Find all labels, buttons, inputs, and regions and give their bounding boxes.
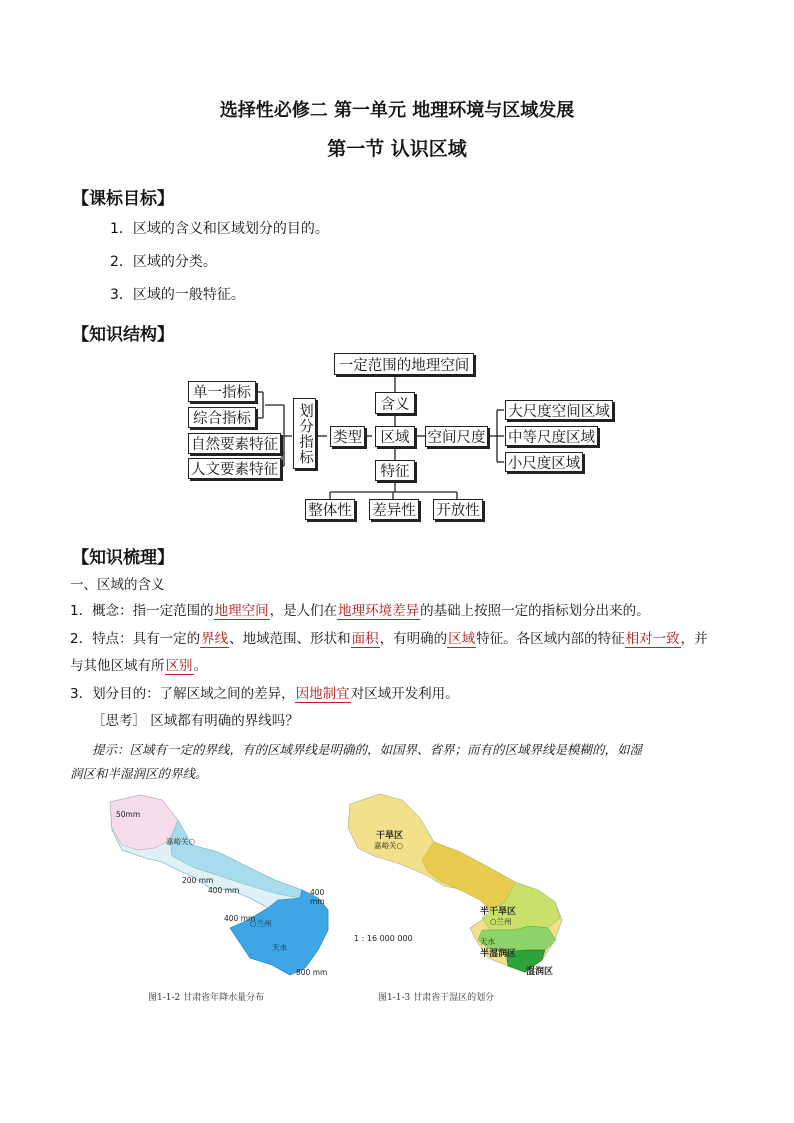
map2-label-tianshui: 天水 [480,937,495,946]
fill-blank: 相对一致 [625,631,680,647]
text: 1．概念：指一定范围的 [70,603,214,619]
text: ，是人们在 [269,603,338,619]
hint-line-2: 润区和半湿润区的界线。 [70,766,208,781]
map2-label-semihumid: 半湿润区 [480,949,517,959]
box-space-scale: 空间尺度 [425,426,488,447]
map1-label: 50mm [116,810,141,819]
map2-caption: 图1-1-3 甘肃省干湿区的划分 [378,993,495,1003]
map1-caption: 图1-1-2 甘肃省年降水量分布 [148,993,265,1003]
text: 特征。各区域内部的特征 [476,631,625,647]
box-difference: 差异性 [369,499,419,520]
map1-label: 嘉峪关○ [166,837,196,846]
fill-blank: 区别 [165,658,193,674]
text: 。 [193,658,207,674]
box-meaning: 含义 [375,392,415,414]
map1-label: 200 mm [182,876,214,885]
fill-blank: 地理环境差异 [338,603,420,619]
map2-label-lanzhou: ○兰州 [490,917,512,926]
text: ，并 [680,631,708,647]
map-dry-wet-regions [330,790,590,1010]
box-composite-index: 综合指标 [188,407,256,428]
fill-blank: 界线 [201,631,229,647]
text: 的基础上按照一定的指标划分出来的。 [420,603,650,619]
para-features-cont [70,656,207,676]
map-precipitation [100,790,340,1010]
structure-heading: 【知识结构】 [72,325,174,345]
map1-label: ○兰州 [250,919,272,928]
knowledge-diagram [185,350,610,525]
text: 2．特点：具有一定的 [70,631,201,647]
section-title: 第一节 认识区域 [327,138,467,160]
map1-label: 天水 [272,943,287,952]
fill-blank: 区域 [448,631,476,647]
dry-wet-map-graphic [330,790,590,980]
text: ，有明确的 [379,631,448,647]
hint-line-1: 提示：区域有一定的界线，有的区域界线是明确的，如国界、省界；而有的区域界线是模糊的，如湿 [92,742,643,757]
para-purpose [70,684,459,704]
unit-title: 选择性必修二 第一单元 地理环境与区域发展 [219,100,575,121]
text: 对区域开发利用。 [350,686,459,702]
map1-label: 800 mm [296,968,328,977]
box-natural-features: 自然要素特征 [188,433,281,454]
box-region: 区域 [375,426,415,447]
division-text: 划分指标 [297,402,313,465]
box-small-scale: 小尺度区域 [505,452,583,472]
text: 与其他区域有所 [70,658,165,674]
think-question: ［思考］ 区域都有明确的界线吗？ [92,713,299,729]
para-concept [70,601,650,621]
fill-blank: 因地制宜 [295,686,350,702]
box-single-index: 单一指标 [188,381,256,402]
box-features: 特征 [375,460,415,481]
goal-item-3: 3．区域的一般特征。 [110,287,245,303]
goal-item-1: 1．区域的含义和区域划分的目的。 [110,221,329,237]
box-medium-scale: 中等尺度区域 [505,426,598,446]
box-integrity: 整体性 [305,499,355,520]
box-type: 类型 [330,426,365,447]
map1-label: 400 mm [224,914,256,923]
map2-label-semiarid: 半干旱区 [480,907,517,917]
goals-heading: 【课标目标】 [72,189,174,209]
map1-label: 400 mm [310,888,325,906]
map2-label-jiayuguan: 嘉峪关○ [374,841,404,850]
box-human-features: 人文要素特征 [188,458,281,479]
box-large-scale: 大尺度空间区域 [505,400,613,420]
fill-blank: 面积 [351,631,379,647]
map2-scale: 1 : 16 000 000 [354,934,413,943]
map2-label-humid: 湿润区 [526,967,554,977]
map1-label: 400 mm [208,886,240,895]
text: 、地域范围、形状和 [229,631,351,647]
section-meaning: 一、区域的含义 [70,577,165,593]
goal-item-2: 2．区域的分类。 [110,254,217,270]
map2-label-arid: 干旱区 [376,831,404,841]
fill-blank: 地理空间 [214,603,269,619]
box-division-index [293,398,316,469]
review-heading: 【知识梳理】 [72,548,174,568]
box-geographic-space: 一定范围的地理空间 [334,353,474,375]
para-features [70,629,708,649]
text: 3．划分目的：了解区域之间的差异， [70,686,295,702]
box-openness: 开放性 [433,499,483,520]
